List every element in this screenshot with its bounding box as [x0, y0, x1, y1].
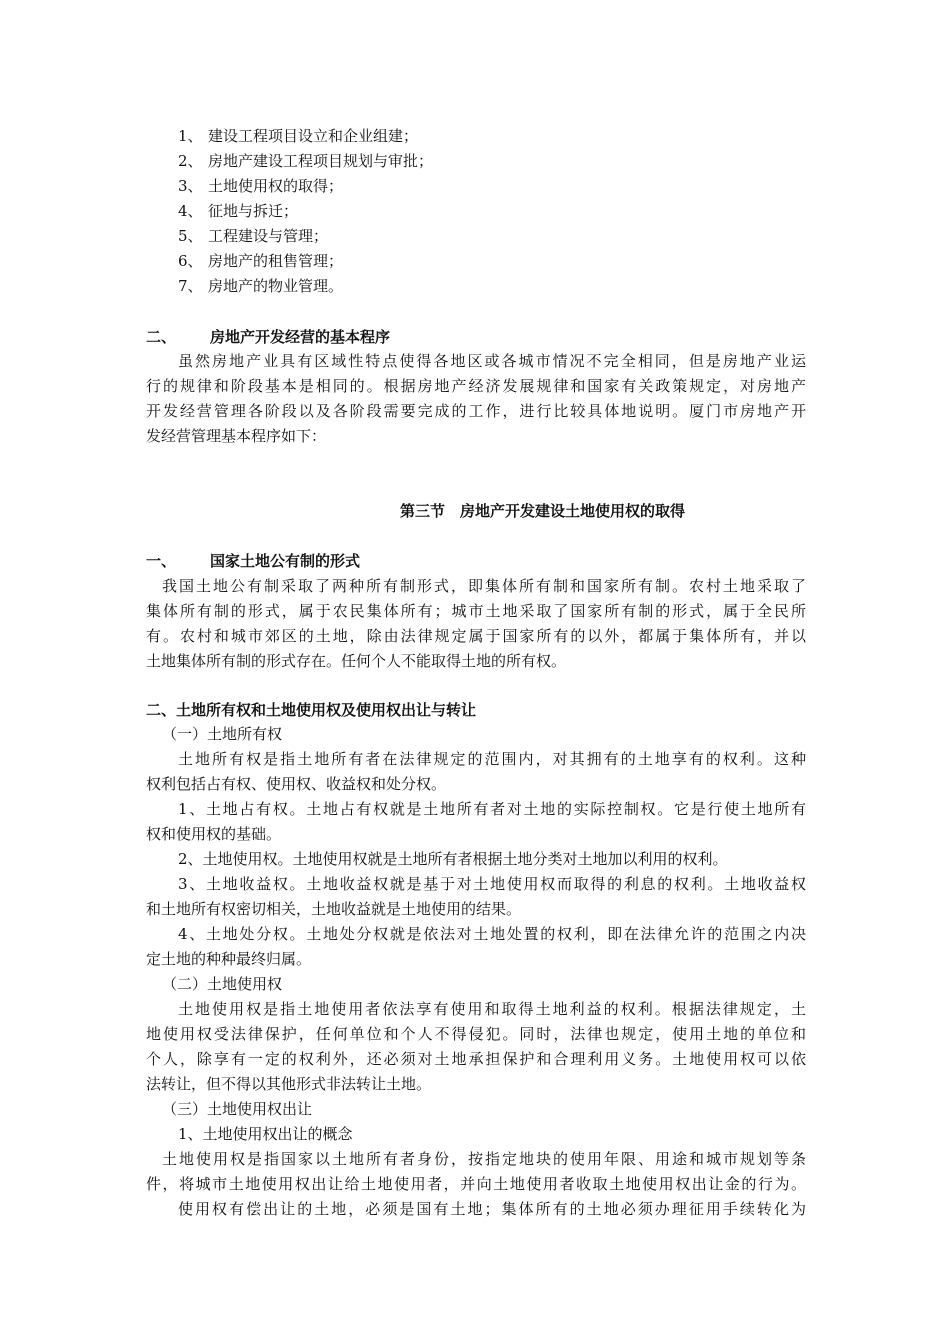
section-title: 第三节 房地产开发建设土地使用权的取得 — [400, 502, 686, 520]
list-item: 1、 建设工程项目设立和企业组建； — [178, 127, 419, 145]
list-item: 5、 工程建设与管理； — [178, 227, 329, 245]
list-item: 6、 房地产的租售管理； — [178, 252, 344, 270]
subheading-ownership: （一）土地所有权 — [162, 725, 283, 743]
paragraph-public-ownership: 我国土地公有制采取了两种所有制形式，即集体所有制和国家所有制。农村土地采取了 集体所有制的形式，属于农民集体所有；城市土地采取了国家所有制的形式，属于全民所 有。农村和城市郊区的土地，除由法律规定属于国家所有的以外，都属于集体所有，并以 土地集体所有制的形式存在。任何个人不能取得土地的所有权。 — [146, 577, 806, 670]
list-item: 7、 房地产的物业管理。 — [178, 277, 344, 295]
heading-public-ownership: 一、 国家土地公有制的形式 — [146, 552, 361, 570]
list-item: 4、 征地与拆迁； — [178, 202, 299, 220]
subheading-use-right: （二）土地使用权 — [162, 975, 283, 993]
heading-basic-procedure: 二、 房地产开发经营的基本程序 — [146, 328, 391, 346]
subheading-transfer: （三）土地使用权出让 — [162, 1100, 313, 1118]
section-land-rights: （一）土地所有权 土地所有权是指土地所有者在法律规定的范围内，对其拥有的土地享有的权利。这种 权利包括占有权、使用权、收益权和处分权。 1、土地占有权。土地占有权就是土地所有者对土地的实际控制权。它是行使土地所有 权和使用权的基础。 2、土地使用权。土地使用权就是土地所有者根据土地分类对土地加以利用的权利。 3、土地收益权。土地收益权就是基于对土地使用权而取得的利息的权利。土地收益权 和土地所有权密切相关，土地收益就是土地使用的结果。 4、土地处分权。土地处分权就是依法对土地处置的权利，即在法律允许的范围之内决 定土地的种种最终归属。 （二）土地使用权 土地使用权是指土地使用者依法享有使用和取得土地利益的权利。根据法律规定，土 地使用权受法律保护，任何单位和个人不得侵犯。同时，法律也规定，使用土地的单位和 个人，除享有一定的权利外，还必须对土地承担保护和合理利用义务。土地使用权可以依 法转让，但不得以其他形式非法转让土地。 （三）土地使用权出让 1、土地使用权出让的概念 土地使用权是指国家以土地所有者身份，按指定地块的使用年限、用途和城市规划等条 件，将城市土地使用权出让给土地使用者，并向土地使用者收取土地使用权出让金的行为。 使用权有偿出让的土地，必须是国有土地；集体所有的土地必须办理征用手续转化为 — [146, 722, 806, 1222]
stage-list — [146, 124, 806, 299]
list-item: 2、 房地产建设工程项目规划与审批； — [178, 152, 434, 170]
list-item: 3、 土地使用权的取得； — [178, 177, 344, 195]
paragraph-procedure: 虽然房地产业具有区域性特点使得各地区或各城市情况不完全相同，但是房地产业运 行的规律和阶段基本是相同的。根据房地产经济发展规律和国家有关政策规定，对房地产 开发经营管理各阶段以及各阶段需要完成的工作，进行比较具体地说明。厦门市房地产开 发经营管理基本程序如下： — [146, 352, 806, 445]
heading-land-rights: 二、土地所有权和土地使用权及使用权出让与转让 — [146, 701, 477, 719]
